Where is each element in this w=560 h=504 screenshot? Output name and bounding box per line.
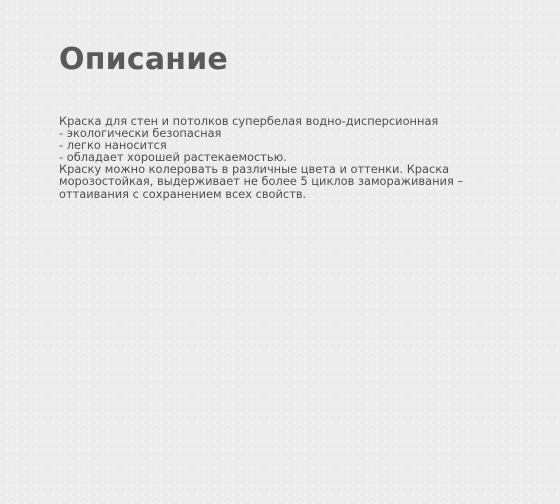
description-line: - обладает хорошей растекаемостью. bbox=[59, 150, 287, 165]
page-title: Описание bbox=[59, 42, 228, 77]
description-line: - легко наносится bbox=[59, 138, 167, 153]
description-body bbox=[59, 115, 519, 200]
description-line: Краска для стен и потолков супербелая водно-дисперсионная bbox=[59, 114, 439, 128]
description-line: - экологически безопасная bbox=[59, 126, 222, 141]
description-paragraph: Краску можно колеровать в различные цвета и оттенки. Краска морозостойкая, выдерживает не более 5 циклов замораживания – оттаивания с сохранением всех свойств. bbox=[59, 162, 464, 201]
